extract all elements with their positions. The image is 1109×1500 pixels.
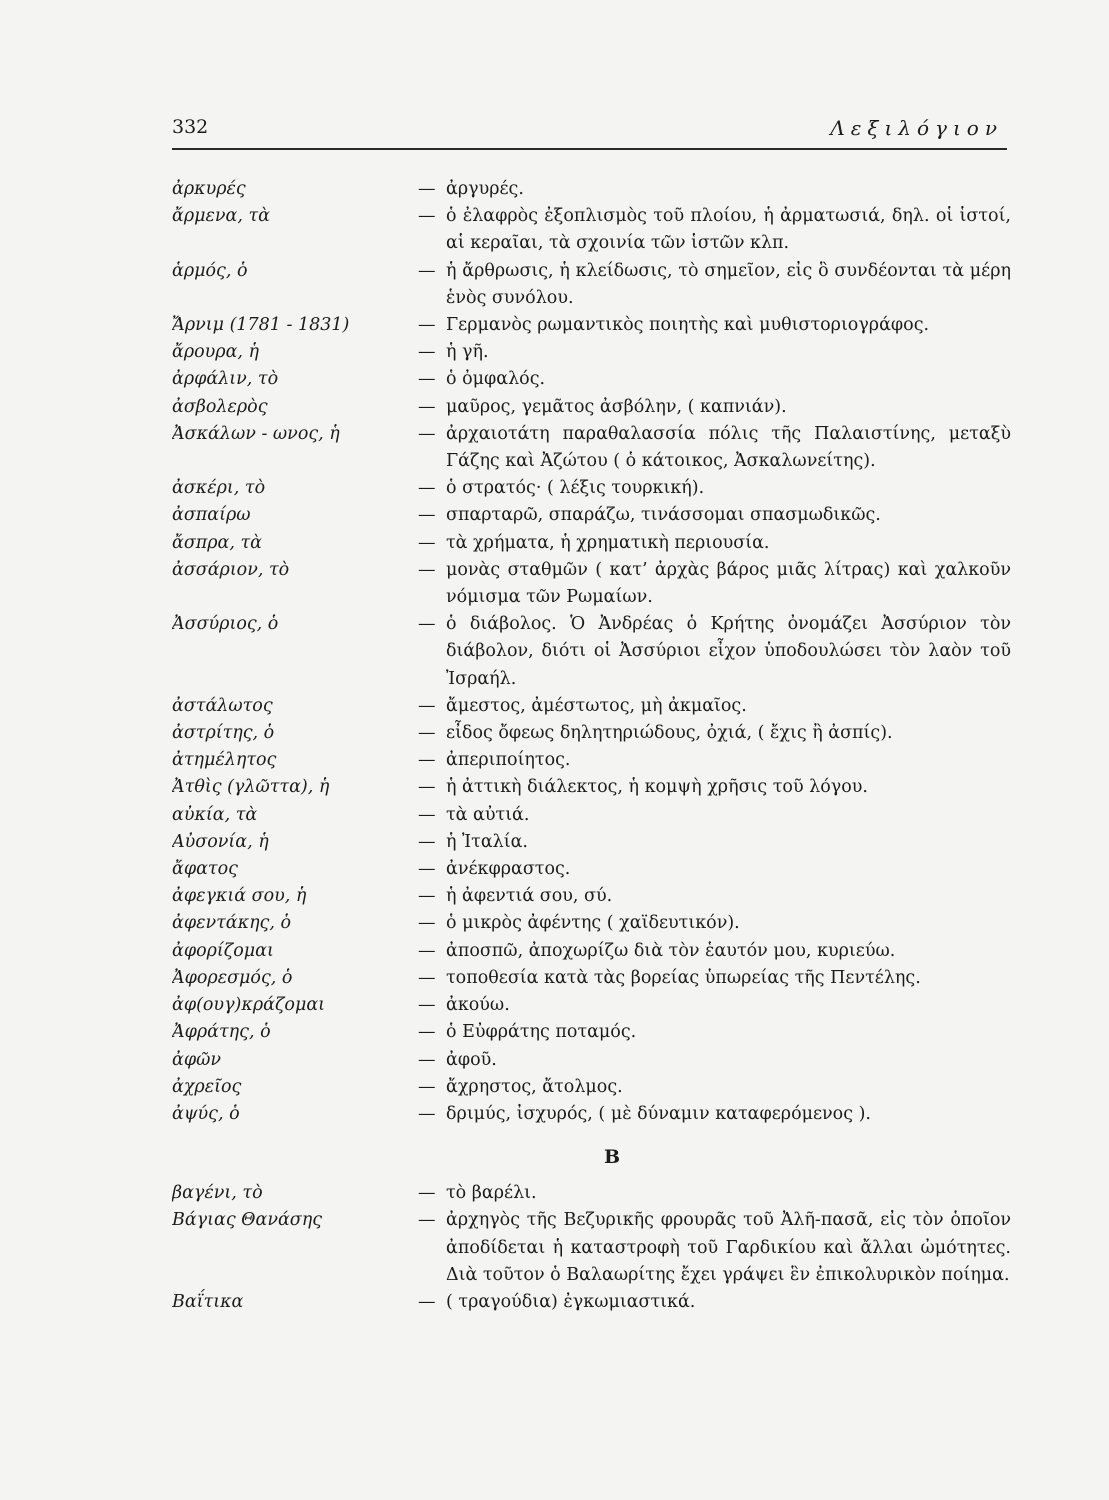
- glossary-entry: [172, 965, 1012, 992]
- entry-dash: —: [418, 206, 436, 227]
- glossary-entry: [172, 1207, 1012, 1289]
- entry-definition: ὁ Εὐφράτης ποταμός.: [446, 1022, 637, 1043]
- glossary-entry: [172, 176, 1012, 203]
- entry-dash: —: [418, 940, 436, 961]
- entry-headword: ἄφατος: [172, 859, 238, 880]
- entry-headword: ἀρφάλιν, τὸ: [172, 369, 279, 390]
- glossary-entry: [172, 802, 1012, 829]
- glossary-entry: [172, 1019, 1012, 1046]
- glossary-entry: [172, 421, 1012, 475]
- entry-headword: Ἀφράτης, ὁ: [172, 1022, 271, 1043]
- glossary-entry: [172, 258, 1012, 312]
- entry-headword: ἁρμός, ὁ: [172, 260, 248, 281]
- entry-definition: ἡ Ἰταλία.: [446, 831, 528, 852]
- entry-definition: Γερμανὸς ρωμαντικὸς ποιητὴς καὶ μυθιστοριογράφος.: [446, 315, 930, 336]
- entry-dash: —: [418, 559, 436, 580]
- entry-definition: ἄμεστος, ἀμέστωτος, μὴ ἀκμαῖος.: [446, 695, 747, 716]
- entry-dash: —: [418, 505, 436, 526]
- entry-headword: ἀσπαίρω: [172, 505, 251, 526]
- entry-headword: ἀσκέρι, τὸ: [172, 478, 266, 499]
- entry-definition: τὸ βαρέλι.: [446, 1183, 537, 1204]
- glossary-entry: [172, 203, 1012, 257]
- entry-dash: —: [418, 396, 436, 417]
- page-number: 332: [172, 116, 209, 138]
- entry-definition: εἶδος ὄφεως δηλητηριώδους, ὀχιά, ( ἔχις ἢ ἀσπίς).: [446, 723, 893, 744]
- entry-definition: ὁ ὀμφαλός.: [446, 369, 546, 390]
- glossary-entry: [172, 883, 1012, 910]
- glossary-entries: [172, 176, 1012, 1316]
- glossary-entry: [172, 1074, 1012, 1101]
- entry-dash: —: [418, 859, 436, 880]
- entry-definition: δριμύς, ἰσχυρός, ( μὲ δύναμιν καταφερόμενος ).: [446, 1103, 871, 1124]
- entry-dash: —: [418, 315, 436, 336]
- entry-headword: ἀτημέλητος: [172, 750, 277, 771]
- entry-definition: ἄχρηστος, ἄτολμος.: [446, 1076, 623, 1097]
- entry-dash: —: [418, 695, 436, 716]
- entry-definition: ἡ ἄρθρωσις, ἡ κλείδωσις, τὸ σημεῖον, εἰς ὃ συνδέονται τὰ μέρη ἑνὸς συνόλου.: [446, 260, 1011, 308]
- page-header: [172, 108, 1007, 150]
- glossary-entry: [172, 339, 1012, 366]
- entry-definition: ὁ διάβολος. Ὁ Ἀνδρέας ὁ Κρήτης ὀνομάζει Ἀσσύριον τὸν διάβολον, διότι οἱ Ἀσσύριοι εἶχον ὑποδουλώσει τὸν λαὸν τοῦ Ἰσραήλ.: [446, 614, 1011, 689]
- glossary-entry: [172, 502, 1012, 529]
- entry-dash: —: [418, 369, 436, 390]
- entry-headword: ἀστρίτης, ὁ: [172, 723, 275, 744]
- entry-definition: ἀρχαιοτάτη παραθαλασσία πόλις τῆς Παλαιστίνης, μεταξὺ Γάζης καὶ Ἀζώτου ( ὁ κάτοικος, Ἀσκαλωνείτης).: [446, 423, 1011, 472]
- entry-dash: —: [418, 831, 436, 852]
- entry-dash: —: [418, 886, 436, 907]
- entries-letter-a: [172, 176, 1012, 1128]
- entry-headword: ἄρουρα, ἡ: [172, 342, 259, 363]
- glossary-entry: [172, 774, 1012, 801]
- entry-definition: ἀργυρές.: [446, 179, 524, 199]
- entry-definition: σπαρταρῶ, σπαράζω, τινάσσομαι σπασμωδικῶς.: [446, 505, 881, 526]
- glossary-entry: [172, 394, 1012, 421]
- entry-headword: ἀστάλωτος: [172, 695, 273, 716]
- entry-dash: —: [418, 1103, 436, 1124]
- entry-dash: —: [418, 614, 436, 635]
- entry-headword: Βάγιας Θανάσης: [172, 1210, 323, 1231]
- entry-dash: —: [418, 1022, 436, 1043]
- entry-definition: ὁ μικρὸς ἀφέντης ( χαϊδευτικόν).: [446, 913, 740, 934]
- entry-dash: —: [418, 995, 436, 1016]
- entry-dash: —: [418, 179, 436, 199]
- entry-dash: —: [418, 804, 436, 825]
- entry-headword: ἀχρεῖος: [172, 1076, 242, 1097]
- entry-dash: —: [418, 478, 436, 499]
- glossary-entry: [172, 312, 1012, 339]
- entry-headword: Βαΐτικα: [172, 1291, 244, 1312]
- entry-dash: —: [418, 750, 436, 771]
- entry-definition: τὰ χρήματα, ἡ χρηματικὴ περιουσία.: [446, 532, 770, 553]
- glossary-entry: [172, 557, 1012, 611]
- entry-definition: ἀποσπῶ, ἀποχωρίζω διὰ τὸν ἑαυτόν μου, κυριεύω.: [446, 940, 896, 961]
- entry-headword: βαγένι, τὸ: [172, 1183, 263, 1204]
- entry-dash: —: [418, 1049, 436, 1070]
- entry-headword: ἀφορίζομαι: [172, 940, 274, 961]
- entry-definition: ἡ γῆ.: [446, 342, 489, 363]
- glossary-entry: [172, 1289, 1012, 1316]
- glossary-entry: [172, 1101, 1012, 1128]
- entry-headword: Ἀσκάλων - ωνος, ἡ: [172, 423, 340, 444]
- glossary-entry: [172, 530, 1012, 557]
- entries-letter-b: [172, 1180, 1012, 1316]
- entry-definition: μαῦρος, γεμᾶτος ἀσβόλην, ( καπνιάν).: [446, 396, 787, 417]
- entry-headword: αὐκία, τὰ: [172, 804, 258, 825]
- entry-headword: ἄσπρα, τὰ: [172, 532, 262, 553]
- entry-dash: —: [418, 260, 436, 281]
- entry-definition: ἡ ἀφεντιά σου, σύ.: [446, 886, 613, 907]
- entry-definition: ἀρχηγὸς τῆς Βεζυρικῆς φρουρᾶς τοῦ Ἀλῆ-πασᾶ, εἰς τὸν ὁποῖον ἀποδίδεται ἡ καταστροφὴ τοῦ Γαρδικίου καὶ ἄλλαι ὠμότητες. Διὰ τοῦτον ὁ Βαλαωρίτης ἔχει γράψει ἓν ἐπικολυρικὸν ποίημα.: [446, 1210, 1011, 1285]
- entry-headword: ἀφ(ουγ)κράζομαι: [172, 995, 326, 1016]
- entry-headword: Ἀφορεσμός, ὁ: [172, 967, 293, 988]
- entry-headword: ἀφεγκιά σου, ἡ: [172, 886, 307, 907]
- entry-headword: ἀφεντάκης, ὁ: [172, 913, 292, 934]
- entry-definition: ὁ ἐλαφρὸς ἐξοπλισμὸς τοῦ πλοίου, ἡ ἀρματωσιά, δηλ. οἱ ἱστοί, αἱ κεραῖαι, τὰ σχοινία τῶν ἱστῶν κλπ.: [446, 206, 1011, 254]
- entry-headword: Ἀσσύριος, ὁ: [172, 614, 279, 635]
- entry-dash: —: [418, 342, 436, 363]
- entry-definition: ἀφοῦ.: [446, 1049, 497, 1070]
- glossary-entry: [172, 475, 1012, 502]
- glossary-entry: [172, 1180, 1012, 1207]
- glossary-entry: [172, 720, 1012, 747]
- entry-headword: Ἄρνιμ (1781 - 1831): [172, 315, 350, 336]
- entry-headword: ἀσσάριον, τὸ: [172, 559, 290, 580]
- entry-headword: Αὐσονία, ἡ: [172, 831, 269, 852]
- entry-dash: —: [418, 967, 436, 988]
- running-title: Λεξιλόγιον: [830, 116, 1003, 140]
- entry-definition: ἡ ἀττικὴ διάλεκτος, ἡ κομψὴ χρῆσις τοῦ λόγου.: [446, 777, 868, 798]
- glossary-entry: [172, 829, 1012, 856]
- glossary-entry: [172, 856, 1012, 883]
- entry-headword: ἄρμενα, τὰ: [172, 206, 270, 227]
- glossary-entry: [172, 693, 1012, 720]
- entry-definition: τὰ αὐτιά.: [446, 804, 530, 825]
- glossary-entry: [172, 366, 1012, 393]
- glossary-entry: [172, 611, 1012, 693]
- entry-dash: —: [418, 1291, 436, 1312]
- section-letter-b: Β: [603, 1146, 621, 1169]
- entry-definition: τοποθεσία κατὰ τὰς βορείας ὑπωρείας τῆς Πεντέλης.: [446, 967, 921, 988]
- glossary-entry: [172, 992, 1012, 1019]
- entry-definition: ὁ στρατός· ( λέξις τουρκική).: [446, 478, 705, 499]
- glossary-entry: [172, 1047, 1012, 1074]
- entry-definition: ἀνέκφραστος.: [446, 859, 571, 880]
- entry-headword: ἀσβολερὸς: [172, 396, 268, 417]
- glossary-entry: [172, 910, 1012, 937]
- entry-dash: —: [418, 532, 436, 553]
- entry-definition: ἀπεριποίητος.: [446, 750, 571, 771]
- entry-dash: —: [418, 1183, 436, 1204]
- entry-headword: ἀφῶν: [172, 1049, 221, 1070]
- glossary-entry: [172, 938, 1012, 965]
- entry-definition: ἀκούω.: [446, 995, 510, 1016]
- entry-dash: —: [418, 1210, 436, 1231]
- entry-headword: Ἀτθὶς (γλῶττα), ἡ: [172, 777, 330, 798]
- entry-definition: μονὰς σταθμῶν ( κατ’ ἀρχὰς βάρος μιᾶς λίτρας) καὶ χαλκοῦν νόμισμα τῶν Ρωμαίων.: [446, 559, 1011, 608]
- entry-headword: ἀψύς, ὁ: [172, 1103, 240, 1124]
- glossary-entry: [172, 747, 1012, 774]
- entry-definition: ( τραγούδια) ἐγκωμιαστικά.: [446, 1291, 696, 1312]
- entry-dash: —: [418, 913, 436, 934]
- entry-dash: —: [418, 777, 436, 798]
- entry-dash: —: [418, 723, 436, 744]
- entry-dash: —: [418, 423, 436, 444]
- entry-headword: ἀρκυρές: [172, 179, 246, 199]
- entry-dash: —: [418, 1076, 436, 1097]
